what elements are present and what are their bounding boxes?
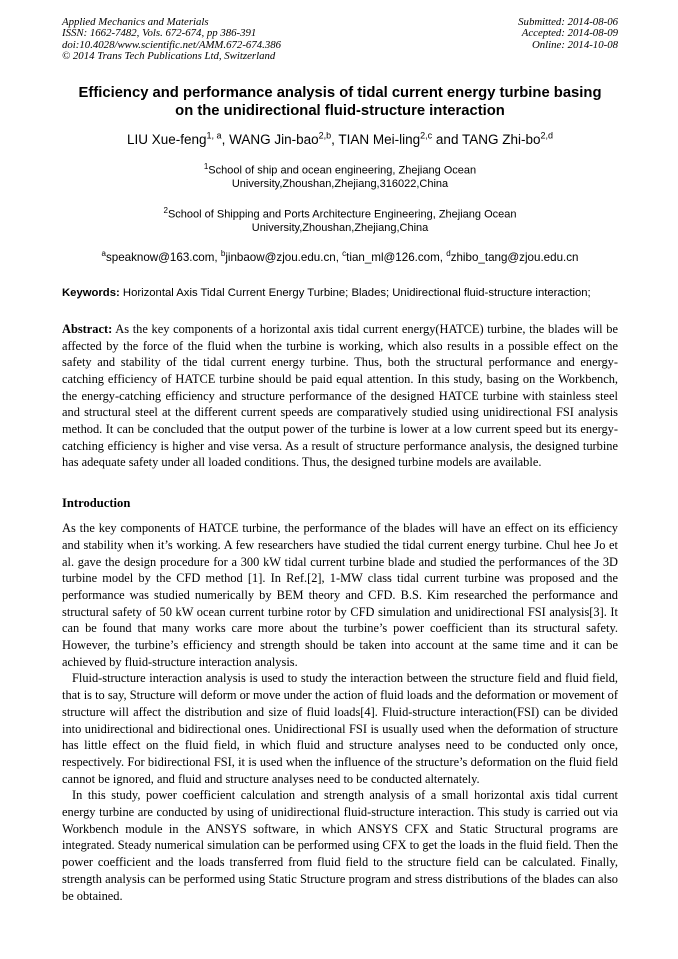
journal-header bbox=[62, 17, 618, 63]
author bbox=[229, 132, 338, 147]
affiliation-2 bbox=[62, 204, 618, 236]
email-separator: , bbox=[214, 251, 221, 265]
affiliation-line: School of ship and ocean engineering, Zhejiang Ocean bbox=[208, 164, 477, 177]
doi-line: doi:10.4028/www.scientific.net/AMM.672-674.386 bbox=[62, 38, 282, 51]
email-address: zhibo_tang@zjou.edu.cn bbox=[450, 251, 579, 265]
author-name: TIAN Mei-ling bbox=[338, 132, 421, 148]
author-name: LIU Xue-feng bbox=[126, 132, 207, 148]
online-date: Online: 2014-10-08 bbox=[531, 38, 618, 51]
journal-info bbox=[62, 17, 281, 63]
abstract-label: Abstract: bbox=[62, 321, 113, 336]
author-separator: , bbox=[331, 132, 339, 148]
email-mark: a bbox=[101, 249, 106, 259]
author bbox=[127, 132, 229, 147]
affiliation-line: University,Zhoushan,Zhejiang,China bbox=[251, 221, 429, 234]
author-affil-mark: 1, a bbox=[206, 130, 222, 141]
email-separator: , bbox=[439, 251, 447, 265]
copyright-line: © 2014 Trans Tech Publications Ltd, Switzerland bbox=[62, 50, 276, 63]
email-mark: d bbox=[446, 249, 451, 259]
author-name: TANG Zhi-bo bbox=[461, 132, 541, 148]
affiliation-line: University,Zhoushan,Zhejiang,316022,China bbox=[231, 178, 449, 191]
affiliation-1 bbox=[62, 160, 618, 192]
email-item bbox=[446, 251, 578, 264]
keywords-label: Keywords: bbox=[62, 287, 120, 300]
author-affil-mark: 2,d bbox=[540, 130, 553, 141]
submitted-date: Submitted: 2014-08-06 bbox=[518, 16, 618, 28]
email-address: speaknow@163.com bbox=[105, 251, 215, 265]
submission-dates bbox=[518, 17, 618, 51]
email-item bbox=[221, 251, 342, 264]
email-mark: b bbox=[220, 249, 226, 259]
author-separator: , bbox=[221, 132, 230, 148]
issn-line: ISSN: 1662-7482, Vols. 672-674, pp 386-391 bbox=[62, 27, 257, 40]
affiliation-number: 2 bbox=[163, 205, 168, 215]
email-separator: , bbox=[335, 251, 343, 265]
abstract-text: As the key components of a horizontal axis tidal current energy(HATCE) turbine, the blades will be affected by the force of the fluid when the turbine is working, which also results in a possible effect on the safety and stability of the tidal current energy turbine. Thus, both the structural performance and energy-catching efficiency of HATCE turbine should be paid equal attention. In this study, basing on the Workbench, the energy-catching efficiency and structure performance of the designed HATCE turbine with stainless steel and structural steel at the different current speeds are comparatively studied using unidirectional FSI analysis method. It can be concluded that the output power of the turbine is lower at a low current speed but its energy-catching efficiency is higher and vise versa. As a result of structure performance analysis, the designed turbine has adequate safety under all loaded conditions. Thus, the designed turbine models are available. bbox=[62, 321, 618, 470]
author bbox=[338, 132, 462, 147]
page-title: Efficiency and performance analysis of tidal current energy turbine basing on the unidirectional fluid-structure interaction bbox=[78, 84, 602, 119]
author-affil-mark: 2,b bbox=[318, 130, 332, 141]
author-line bbox=[62, 128, 618, 149]
author-affil-mark: 2,c bbox=[420, 130, 433, 141]
introduction-paragraph: As the key components of HATCE turbine, the performance of the blades will have an effect on its efficiency and stability when it’s working. A few researchers have studied the tidal current energy turbine. Chul hee Jo et al. gave the design procedure for a 300 kW tidal current turbine blade and studied the performances of the 3D turbine model by the CFD method [1]. In Ref.[2], 1-MW class tidal current turbine was proposed and the performance was studied numerically by BEM theory and CFD. B.S. Kim researched the performance and structural safety of 50 kW ocean current turbine rotor by CFD simulation and unidirectional FSI analysis[3]. It can be found that many works care more about the turbine’s power coefficient than its structural safety. However, the turbine’s efficiency and strength should be taken into account at the same time and it can be achieved by fluid-structure interaction analysis. bbox=[62, 521, 618, 669]
introduction-paragraph: Fluid-structure interaction analysis is used to study the interaction between the structure field and fluid field, that is to say, Structure will deform or move under the action of fluid loads and the deformation or movement of structure will affect the distribution and size of fluid loads[4]. Fluid-structure interaction(FSI) can be divided into unidirectional and bidirectional ones. Unidirectional FSI is usually used when the deformation of structure has little effect on the fluid field, in which fluid and structure analyses need to be conducted only once, respectively. For bidirectional FSI, it is used when the influence of the structure’s deformation on the fluid field cannot be ignored, and fluid and structure analyses need to be conducted alternately. bbox=[62, 671, 618, 786]
author-separator: and bbox=[432, 132, 462, 148]
email-item bbox=[342, 251, 446, 264]
email-address: tian_ml@126.com bbox=[346, 251, 440, 265]
keywords-text: Horizontal Axis Tidal Current Energy Turbine; Blades; Unidirectional fluid-structure interaction; bbox=[119, 287, 591, 300]
affiliation-number: 1 bbox=[203, 162, 209, 172]
keywords-paragraph bbox=[62, 286, 618, 301]
journal-name: Applied Mechanics and Materials bbox=[62, 16, 209, 28]
abstract-paragraph bbox=[62, 321, 618, 471]
author bbox=[462, 132, 553, 147]
email-item bbox=[102, 251, 221, 264]
section-heading-introduction: Introduction bbox=[62, 496, 131, 511]
email-address: jinbaow@zjou.edu.cn bbox=[225, 251, 336, 265]
author-name: WANG Jin-bao bbox=[229, 132, 319, 148]
affiliation-line: School of Shipping and Ports Architecture Engineering, Zhejiang Ocean bbox=[167, 208, 517, 221]
introduction-paragraph: In this study, power coefficient calculation and strength analysis of a small horizontal axis tidal current energy turbine are conducted by using of unidirectional fluid-structure interaction. This study is carried out via Workbench module in the ANSYS software, in which ANSYS CFX and Static Structural programs are integrated. Steady numerical simulation can be performed using CFX to get the loads in the fluid field. Then the power coefficient and the loads transferred from fluid field to the structure field can be calculated. Finally, strength analysis can be performed using Static Structure program and stress distributions of the blades can also be obtained. bbox=[62, 788, 618, 903]
author-emails bbox=[62, 247, 618, 265]
email-mark: c bbox=[342, 249, 347, 259]
accepted-date: Accepted: 2014-08-09 bbox=[521, 27, 618, 40]
